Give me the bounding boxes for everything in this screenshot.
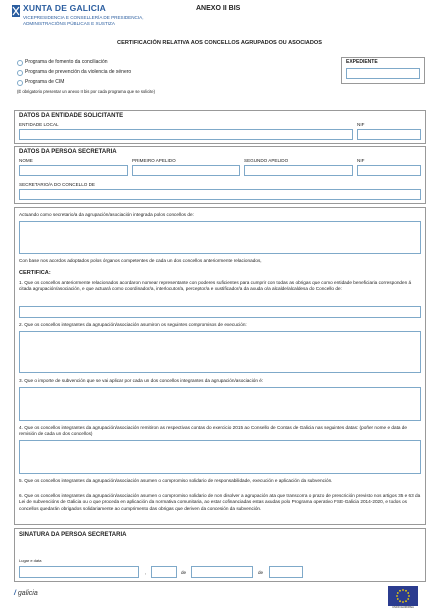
secretary-section xyxy=(14,146,426,204)
program-options xyxy=(17,60,155,95)
certification-item-3: 3. Que o importe de subvención que se vai aplicar por cada un dos concellos integrantes da agrupación/asociación é: xyxy=(19,378,264,383)
month-input[interactable] xyxy=(191,566,253,578)
intro-text: Actuando como secretario/a da agrupación/asociación integrada polos concellos de: xyxy=(19,212,194,217)
council-label: SECRETARIO/A DO CONCELLO DE xyxy=(19,182,95,187)
signature-section xyxy=(14,528,426,582)
certifica-heading: CERTIFICA: xyxy=(19,270,51,276)
section-title: DATOS DA ENTIDADE SOLICITANTE xyxy=(19,113,124,119)
radio-button[interactable] xyxy=(17,70,23,76)
entity-section xyxy=(14,110,426,144)
department-name: VICEPRESIDENCIA E CONSELLERÍA DE PRESIDENCIA, ADMINISTRACIÓNS PÚBLICAS E XUSTIZA xyxy=(23,15,144,26)
local-entity-label: ENTIDADE LOCAL xyxy=(19,122,59,127)
surname2-label: SEGUNDO APELIDO xyxy=(244,158,289,163)
name-input[interactable] xyxy=(19,165,128,176)
eu-caption: UNIÓN EUROPEA xyxy=(392,606,414,609)
program-option-cim[interactable]: Programa de CIM xyxy=(17,80,155,86)
certification-item-1: 1. Que os concellos anteriormente relacionados acordaron nomear representante con poderes suficientes para cumprir con todas as obrigas que como entidade beneficiaria corresponden á citada agrupación/asociación, e que actuará como coordinador/a, interlocutor/a, perceptor/a e xustificador/a da axuda o/a alcalde/alcaldesa do Concello de: xyxy=(19,280,412,292)
logo-text: XUNTA DE GALICIA xyxy=(23,3,107,13)
section-title: DATOS DA PERSOA SECRETARIA xyxy=(19,149,117,155)
commitments-textarea[interactable] xyxy=(19,331,421,373)
xunta-emblem-icon xyxy=(12,5,20,17)
program-option-violence[interactable]: Programa de prevención da violencia de xénero xyxy=(17,70,155,76)
certification-item-6: 6. Que os concellos integrantes da agrupación/asociación asumen o compromiso solidario de non disolver a agrupación ata que transcorra o prazo de prescrición previsto nos artigos 35 e 63 da Lei de subvencións de Galicia ou o que proceda en aplicación da normativa comunitaria, ao estar cofinanciadas estas axudas polo Programa operativo FSE-Galicia 2014-2020, e todos os concellos quedarán obrigados solidariamente ao cumprimento das obrigas que deriven da concesión da subvención. xyxy=(19,493,421,511)
de-separator: de xyxy=(258,570,264,575)
place-date-label: Lugar e data xyxy=(19,558,42,563)
comma-separator: , xyxy=(145,570,147,575)
name-label: NOME xyxy=(19,158,33,163)
councils-textarea[interactable] xyxy=(19,221,421,254)
de-separator: de xyxy=(181,570,187,575)
local-entity-input[interactable] xyxy=(19,129,353,140)
header-logo xyxy=(12,4,182,28)
certification-item-2: 2. Que os concellos integrantes da agrupación/asociación asumiron os seguintes compromisos de execución: xyxy=(19,322,247,327)
secretary-nif-input[interactable] xyxy=(357,165,421,176)
surname2-input[interactable] xyxy=(244,165,353,176)
radio-button[interactable] xyxy=(17,60,23,66)
nif-label: NIF xyxy=(357,158,365,163)
entity-nif-input[interactable] xyxy=(357,129,421,140)
mayor-council-input[interactable] xyxy=(19,306,421,318)
amounts-textarea[interactable] xyxy=(19,387,421,421)
eu-flag-icon xyxy=(388,586,418,606)
year-input[interactable] xyxy=(269,566,303,578)
nif-label: NIF xyxy=(357,122,365,127)
accounts-textarea[interactable] xyxy=(19,440,421,474)
radio-button[interactable] xyxy=(17,80,23,86)
day-input[interactable] xyxy=(151,566,177,578)
place-input[interactable] xyxy=(19,566,139,578)
certification-item-5: 5. Que os concellos integrantes da agrupación/asociación asumen o compromiso solidario de responsabilidade, execución e aplicación da subvención. xyxy=(19,478,333,483)
expediente-label: EXPEDIENTE xyxy=(346,59,378,65)
program-option-conciliation[interactable]: Programa de fomento da conciliación xyxy=(17,60,155,66)
basis-text: Con base nos acordos adoptados polos órganos competentes de cada un dos concellos anteriormente relacionados, xyxy=(19,258,262,263)
surname1-label: PRIMEIRO APELIDO xyxy=(132,158,176,163)
eu-stars-icon xyxy=(388,586,418,606)
expediente-box xyxy=(341,57,425,84)
programs-note: (É obrigatorio presentar un anexo II bis por cada programa que se solicite) xyxy=(17,89,156,94)
council-input[interactable] xyxy=(19,189,421,200)
certification-item-4: 4. Que os concellos integrantes da agrupación/asociación remitiron as respectivas contas do exercicio 2015 ao Consello de Contas de Galicia nas seguintes datas: (poñer nome e data de remisión de cada un dos concellos) xyxy=(19,425,407,437)
galicia-logo-mark-icon: / xyxy=(14,590,16,597)
page-title: CERTIFICACIÓN RELATIVA AOS CONCELLOS AGRUPADOS OU ASOCIADOS xyxy=(117,40,322,46)
galicia-logo: / galicia xyxy=(14,590,38,597)
annex-label: ANEXO II BIS xyxy=(196,5,241,12)
expediente-input[interactable] xyxy=(346,68,420,79)
certification-section xyxy=(14,207,426,525)
section-title: SINATURA DA PERSOA SECRETARIA xyxy=(19,532,127,538)
surname1-input[interactable] xyxy=(132,165,240,176)
